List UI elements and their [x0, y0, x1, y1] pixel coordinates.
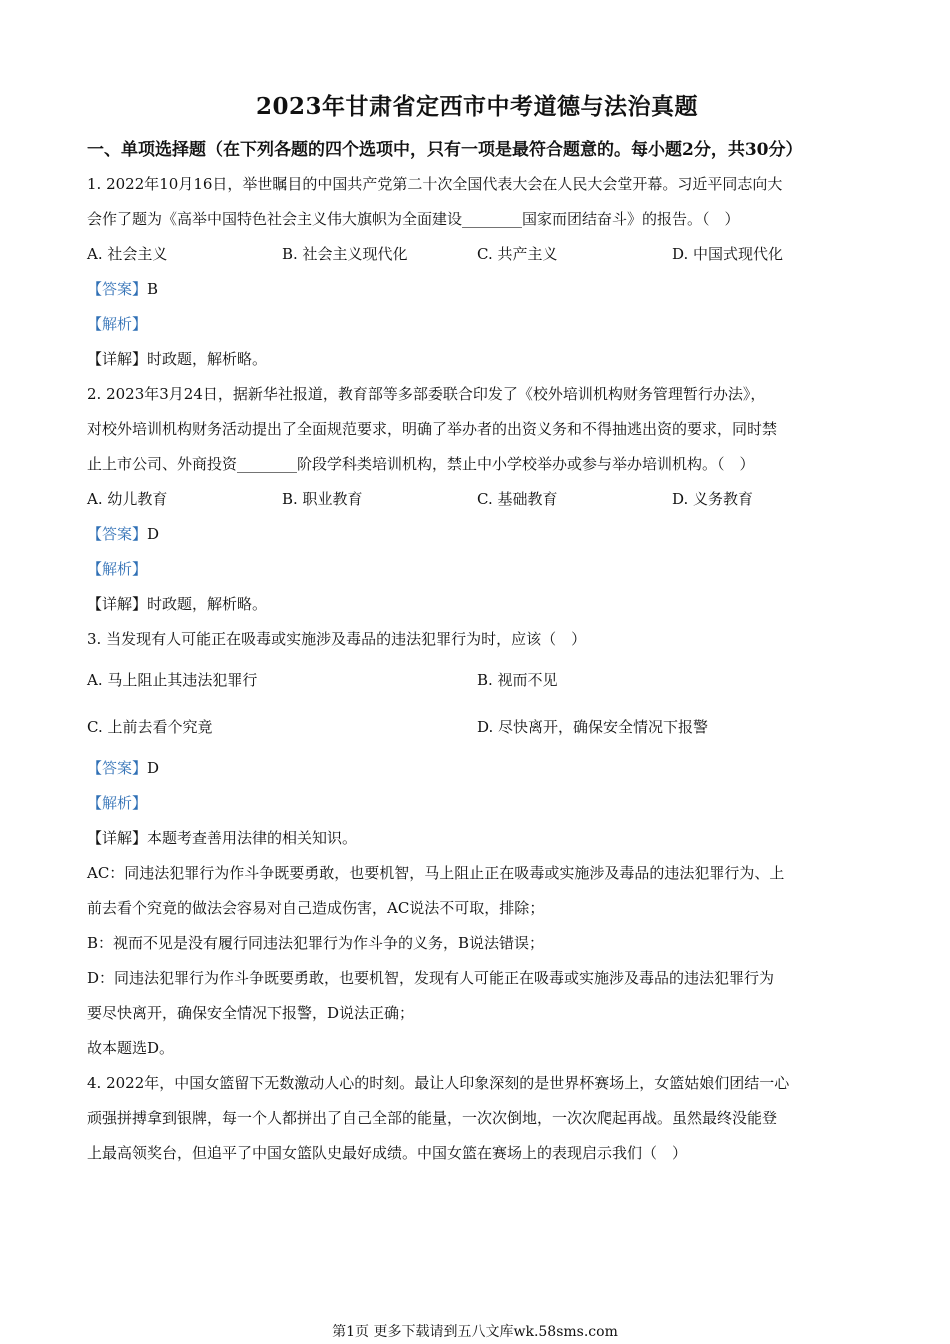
option-c: C. 上前去看个究竟	[87, 718, 213, 736]
answer-label: 【答案】	[87, 759, 148, 777]
question-stem: 4. 2022年，中国女篮留下无数激动人心的时刻。最让人印象深刻的是世界杯赛场上，女篮姑娘们团结一心	[87, 1074, 790, 1092]
options	[87, 657, 867, 704]
explanation-ac: AC：同违法犯罪行为作斗争既要勇敢，也要机智，马上阻止正在吸毒或实施涉及毒品的违法犯罪行为、上	[87, 864, 785, 882]
page-title: 2023年甘肃省定西市中考道德与法治真题	[255, 93, 698, 120]
detail-line	[87, 587, 867, 622]
answer-label: 【答案】	[87, 280, 148, 298]
answer-line	[87, 272, 867, 307]
analysis-label: 【解析】	[87, 315, 148, 333]
detail-text: 本题考查善用法律的相关知识。	[147, 829, 358, 847]
section-heading: 一、单项选择题（在下列各题的四个选项中，只有一项是最符合题意的。每小题2分，共30分）	[87, 140, 803, 160]
answer-line	[87, 751, 867, 786]
detail-text: 时政题，解析略。	[147, 595, 268, 613]
option-b: B. 社会主义现代化	[282, 245, 408, 263]
options	[87, 704, 867, 751]
question-2	[87, 377, 867, 622]
question-1	[87, 167, 867, 377]
analysis-line	[87, 786, 867, 821]
analysis-label: 【解析】	[87, 560, 148, 578]
answer-value: B	[147, 280, 159, 298]
detail-label: 【详解】	[87, 595, 148, 613]
option-a: A. 马上阻止其违法犯罪行	[87, 671, 258, 689]
option-c: C. 基础教育	[477, 490, 558, 508]
detail-text: 时政题，解析略。	[147, 350, 268, 368]
detail-label: 【详解】	[87, 350, 148, 368]
conclusion: 故本题选D。	[87, 1039, 175, 1057]
options	[87, 482, 867, 517]
question-4	[87, 1066, 867, 1171]
question-3	[87, 622, 867, 1066]
question-stem: 顽强拼搏拿到银牌，每一个人都拼出了自己全部的能量，一次次倒地，一次次爬起再战。虽然最终没能登	[87, 1109, 778, 1127]
page-footer: 第1页 更多下载请到五八文库wk.58sms.com	[332, 1324, 618, 1340]
option-b: B. 视而不见	[477, 671, 558, 689]
question-stem: 3. 当发现有人可能正在吸毒或实施涉及毒品的违法犯罪行为时，应该（ ）	[87, 630, 587, 648]
detail-label: 【详解】	[87, 829, 148, 847]
detail-line	[87, 342, 867, 377]
answer-line	[87, 517, 867, 552]
question-stem: 上最高领奖台，但追平了中国女篮队史最好成绩。中国女篮在赛场上的表现启示我们（ ）	[87, 1144, 688, 1162]
detail-line	[87, 821, 867, 856]
question-stem: 对校外培训机构财务活动提出了全面规范要求，明确了举办者的出资义务和不得抽逃出资的要求，同时禁	[87, 420, 778, 438]
answer-value: D	[147, 759, 160, 777]
explanation-d: 要尽快离开，确保安全情况下报警，D说法正确；	[87, 1004, 415, 1022]
option-b: B. 职业教育	[282, 490, 363, 508]
question-stem: 止上市公司、外商投资________阶段学科类培训机构，禁止中小学校举办或参与举办培训机构。（ ）	[87, 455, 755, 473]
option-a: A. 社会主义	[87, 245, 168, 263]
analysis-line	[87, 307, 867, 342]
explanation-ac: 前去看个究竟的做法会容易对自己造成伤害，AC说法不可取，排除；	[87, 899, 545, 917]
question-stem: 1. 2022年10月16日，举世瞩目的中国共产党第二十次全国代表大会在人民大会堂开幕。习近平同志向大	[87, 175, 783, 193]
explanation-d: D：同违法犯罪行为作斗争既要勇敢，也要机智，发现有人可能正在吸毒或实施涉及毒品的违法犯罪行为	[87, 969, 775, 987]
question-stem: 2. 2023年3月24日，据新华社报道，教育部等多部委联合印发了《校外培训机构财务管理暂行办法》，	[87, 385, 766, 403]
option-d: D. 义务教育	[672, 490, 754, 508]
answer-value: D	[147, 525, 160, 543]
explanation-b: B：视而不见是没有履行同违法犯罪行为作斗争的义务，B说法错误；	[87, 934, 545, 952]
analysis-label: 【解析】	[87, 794, 148, 812]
option-c: C. 共产主义	[477, 245, 558, 263]
option-d: D. 中国式现代化	[672, 245, 784, 263]
option-a: A. 幼儿教育	[87, 490, 168, 508]
option-d: D. 尽快离开，确保安全情况下报警	[477, 718, 709, 736]
answer-label: 【答案】	[87, 525, 148, 543]
analysis-line	[87, 552, 867, 587]
question-stem: 会作了题为《高举中国特色社会主义伟大旗帜为全面建设________国家而团结奋斗》的报告。（ ）	[87, 210, 740, 228]
document-page	[87, 88, 867, 1171]
options	[87, 237, 867, 272]
